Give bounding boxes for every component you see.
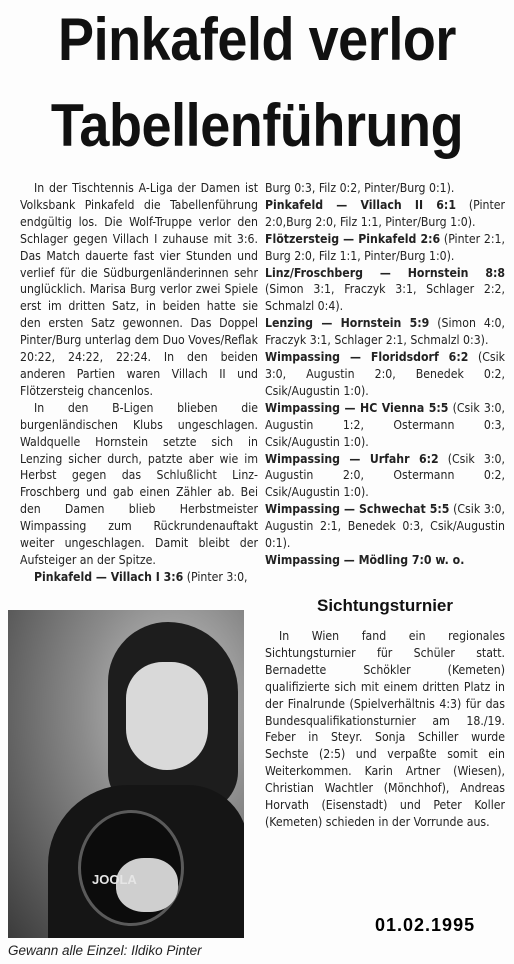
paragraph-sichtungsturnier: In Wien fand ein regionales Sichtungsturnier für Schüler statt. Bernadette Schökler (Kemeten) qualifizierte sich mit einem dritten Platz in der Finalrunde (Spielverhältnis 4:3) für das Bundesqualifikationsturnier am 18./19. Feber in Steyr. Sonja Schiller wurde Sechste (2:5) und verpaßte somit ein Weiterkommen. Karin Artner (Wiesen), Christian Wachtler (Mönchhof), Andreas Horvath (Eisenstadt) und Peter Koller (Kemeten) schieden in der Vorrunde aus.	[265, 629, 505, 829]
result-item	[265, 349, 505, 400]
result-detail: (Csik 3:0, Augustin 2:1, Benedek 0:3, Csik/Augustin 0:1).	[265, 502, 505, 551]
result-title: Pinkafeld — Villach II 6:1	[265, 197, 456, 212]
result-title: Wimpassing — Urfahr 6:2	[265, 451, 439, 466]
result-title: Pinkafeld — Villach I 3:6	[34, 569, 184, 584]
result-item	[265, 315, 505, 349]
result-detail: (Csik 3:0, Augustin 2:0, Benedek 0:2, Csik/Augustin 1:0).	[265, 350, 506, 398]
result-title: Wimpassing — HC Vienna 5:5	[265, 400, 449, 415]
result-item	[265, 265, 505, 316]
result-title: Wimpassing — Floridsdorf 6:2	[265, 350, 469, 365]
section-title: Sichtungsturnier	[316, 596, 453, 615]
paragraph-b-liga: In den B-Ligen blieben die burgenländischen Klubs ungeschlagen. Waldquelle Hornstein setzte sich in Lenzing sicher durch, patzte aber wie im Herbst gegen das Schlußlicht Linz-Froschberg und gab einen Zähler ab. Bei den Damen blieb Herbstmeister Wimpassing zum Rückrundenauftakt weiter ungeschlagen. Damit bleibt der Aufsteiger an der Spitze.	[20, 400, 258, 567]
paragraph-a-liga: In der Tischtennis A-Liga der Damen ist Volksbank Pinkafeld die Tabellenführung endgültig los. Die Wolf-Truppe verlor den Schlager gegen Villach I zuhause mit 3:6. Das Match dauerte fast vier Stunden und verlief für die Südburgenländerinnen sehr unglücklich. Marisa Burg verlor zwei Spiele erst im dritten Satz, in beiden hatte sie den ersten Satz gewonnen. Das Doppel Pinter/Burg unterlag dem Duo Voves/Reflak 20:22, 24:22, 22:24. In den beiden anderen Partien waren Villach II und Flötzersteig chancenlos.	[20, 181, 258, 398]
result-detail: (Pinter 2:1, Burg 2:0, Filz 1:1, Pinter/Burg 1:0).	[265, 231, 505, 263]
result-detail: (Simon 4:0, Fraczyk 3:1, Schlager 2:1, Schmalzl 0:3).	[265, 316, 505, 348]
photo-face	[126, 662, 208, 770]
article-column-3	[265, 628, 505, 831]
result-detail: (Pinter 2:0,Burg 2:0, Filz 1:1, Pinter/Burg 1:0).	[265, 197, 506, 229]
result-item	[265, 552, 505, 569]
result-item	[265, 197, 505, 231]
article-column-2	[265, 180, 505, 569]
result-detail: (Csik 3:0, Augustin 2:0, Ostermann 0:2, Csik/Augustin 1:0).	[265, 451, 505, 500]
player-photo	[8, 610, 244, 938]
publication-date: 01.02.1995	[375, 915, 476, 935]
result-item	[265, 231, 505, 265]
result-title: Flötzersteig — Pinkafeld 2:6	[265, 231, 441, 246]
result-item	[265, 501, 505, 552]
result-pinkafeld-villach-1	[20, 569, 258, 586]
article-column-1	[20, 180, 258, 586]
result-title: Wimpassing — Schwechat 5:5	[265, 502, 450, 517]
result-title: Lenzing — Hornstein 5:9	[265, 316, 430, 331]
result-item	[265, 451, 505, 502]
result-title: Wimpassing — Mödling 7:0 w. o.	[265, 552, 465, 567]
results-list	[265, 197, 505, 569]
headline-line-1: Pinkafeld verlor	[58, 6, 456, 73]
headline-line-2: Tabellenführung	[50, 92, 464, 159]
result-title: Linz/Froschberg — Hornstein 8:8	[265, 265, 505, 280]
result-detail: (Simon 3:1, Fraczyk 3:1, Schlager 2:2, Schmalzl 0:4).	[265, 282, 505, 314]
result-continuation: Burg 0:3, Filz 0:2, Pinter/Burg 0:1).	[265, 181, 455, 195]
result-item	[265, 400, 505, 451]
result-detail: (Csik 3:0, Augustin 1:2, Ostermann 0:3, Csik/Augustin 1:0).	[265, 400, 505, 449]
result-detail: (Pinter 3:0,	[183, 569, 248, 584]
photo-caption: Gewann alle Einzel: Ildiko Pinter	[8, 943, 202, 958]
photo-brand-text: JOOLA	[92, 872, 137, 887]
